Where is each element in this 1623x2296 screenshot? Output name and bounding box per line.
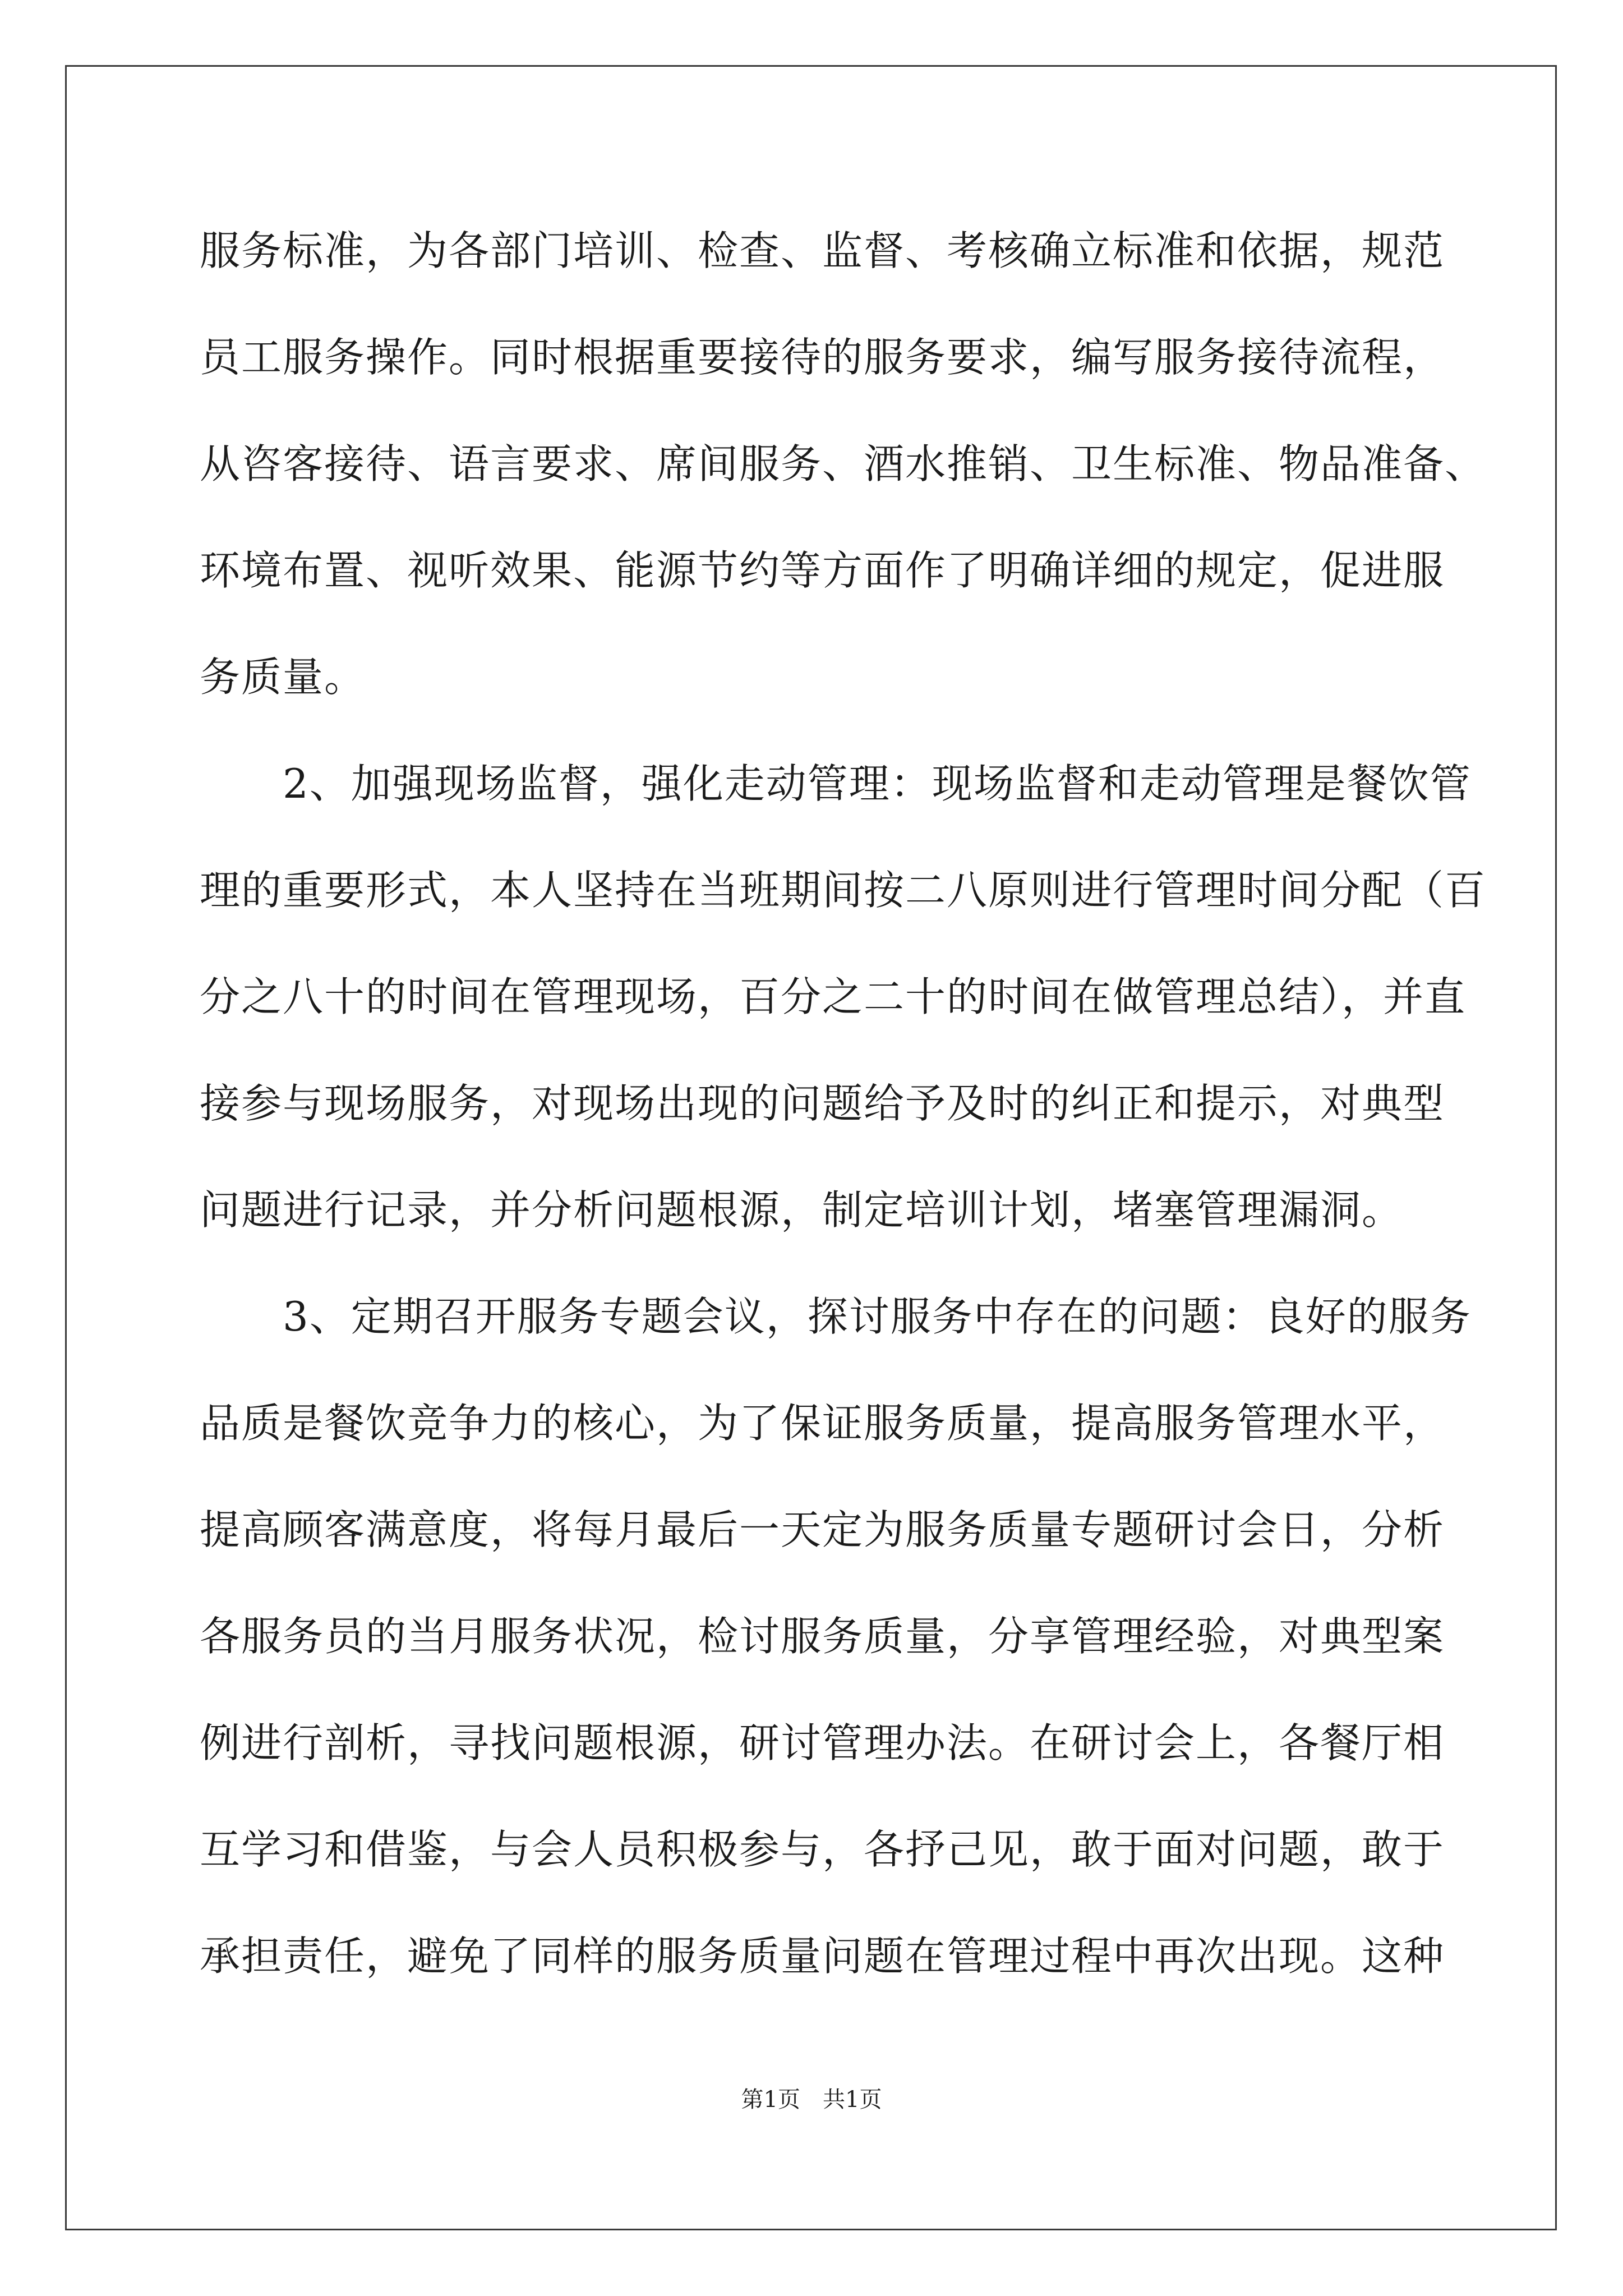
- text-line: 环境布置、视听效果、能源节约等方面作了明确详细的规定，促进服: [200, 547, 1445, 594]
- text-line: 2、加强现场监督，强化走动管理：现场监督和走动管理是餐饮管: [200, 760, 1472, 807]
- text-line: 接参与现场服务，对现场出现的问题给予及时的纠正和提示，对典型: [200, 1080, 1445, 1127]
- text-line: 承担责任，避免了同样的服务质量问题在管理过程中再次出现。这种: [200, 1932, 1445, 1980]
- text-line: 品质是餐饮竞争力的核心，为了保证服务质量，提高服务管理水平，: [200, 1400, 1445, 1447]
- text-line: 务质量。: [200, 654, 366, 701]
- text-line: 员工服务操作。同时根据重要接待的服务要求，编写服务接待流程，: [200, 334, 1445, 381]
- page-border: [65, 65, 1557, 2230]
- page-footer: [0, 2086, 1623, 2114]
- text-line: 互学习和借鉴，与会人员积极参与，各抒己见，敢于面对问题，敢于: [200, 1826, 1445, 1873]
- page-number-label: 第1页 共1页: [741, 2087, 882, 2113]
- text-line: 3、定期召开服务专题会议，探讨服务中存在的问题：良好的服务: [200, 1293, 1472, 1340]
- text-line: 从咨客接待、语言要求、席间服务、酒水推销、卫生标准、物品准备、: [200, 440, 1487, 487]
- text-line: 例进行剖析，寻找问题根源，研讨管理办法。在研讨会上，各餐厅相: [200, 1719, 1445, 1766]
- text-line: 提高顾客满意度，将每月最后一天定为服务质量专题研讨会日，分析: [200, 1506, 1445, 1553]
- text-line: 服务标准，为各部门培训、检查、监督、考核确立标准和依据，规范: [200, 227, 1445, 274]
- text-line: 分之八十的时间在管理现场，百分之二十的时间在做管理总结），并直: [200, 973, 1467, 1020]
- text-line: 理的重要形式，本人坚持在当班期间按二八原则进行管理时间分配（百: [200, 867, 1487, 914]
- text-line: 问题进行记录，并分析问题根源，制定培训计划，堵塞管理漏洞。: [200, 1186, 1404, 1234]
- text-line: 各服务员的当月服务状况，检讨服务质量，分享管理经验，对典型案: [200, 1613, 1445, 1660]
